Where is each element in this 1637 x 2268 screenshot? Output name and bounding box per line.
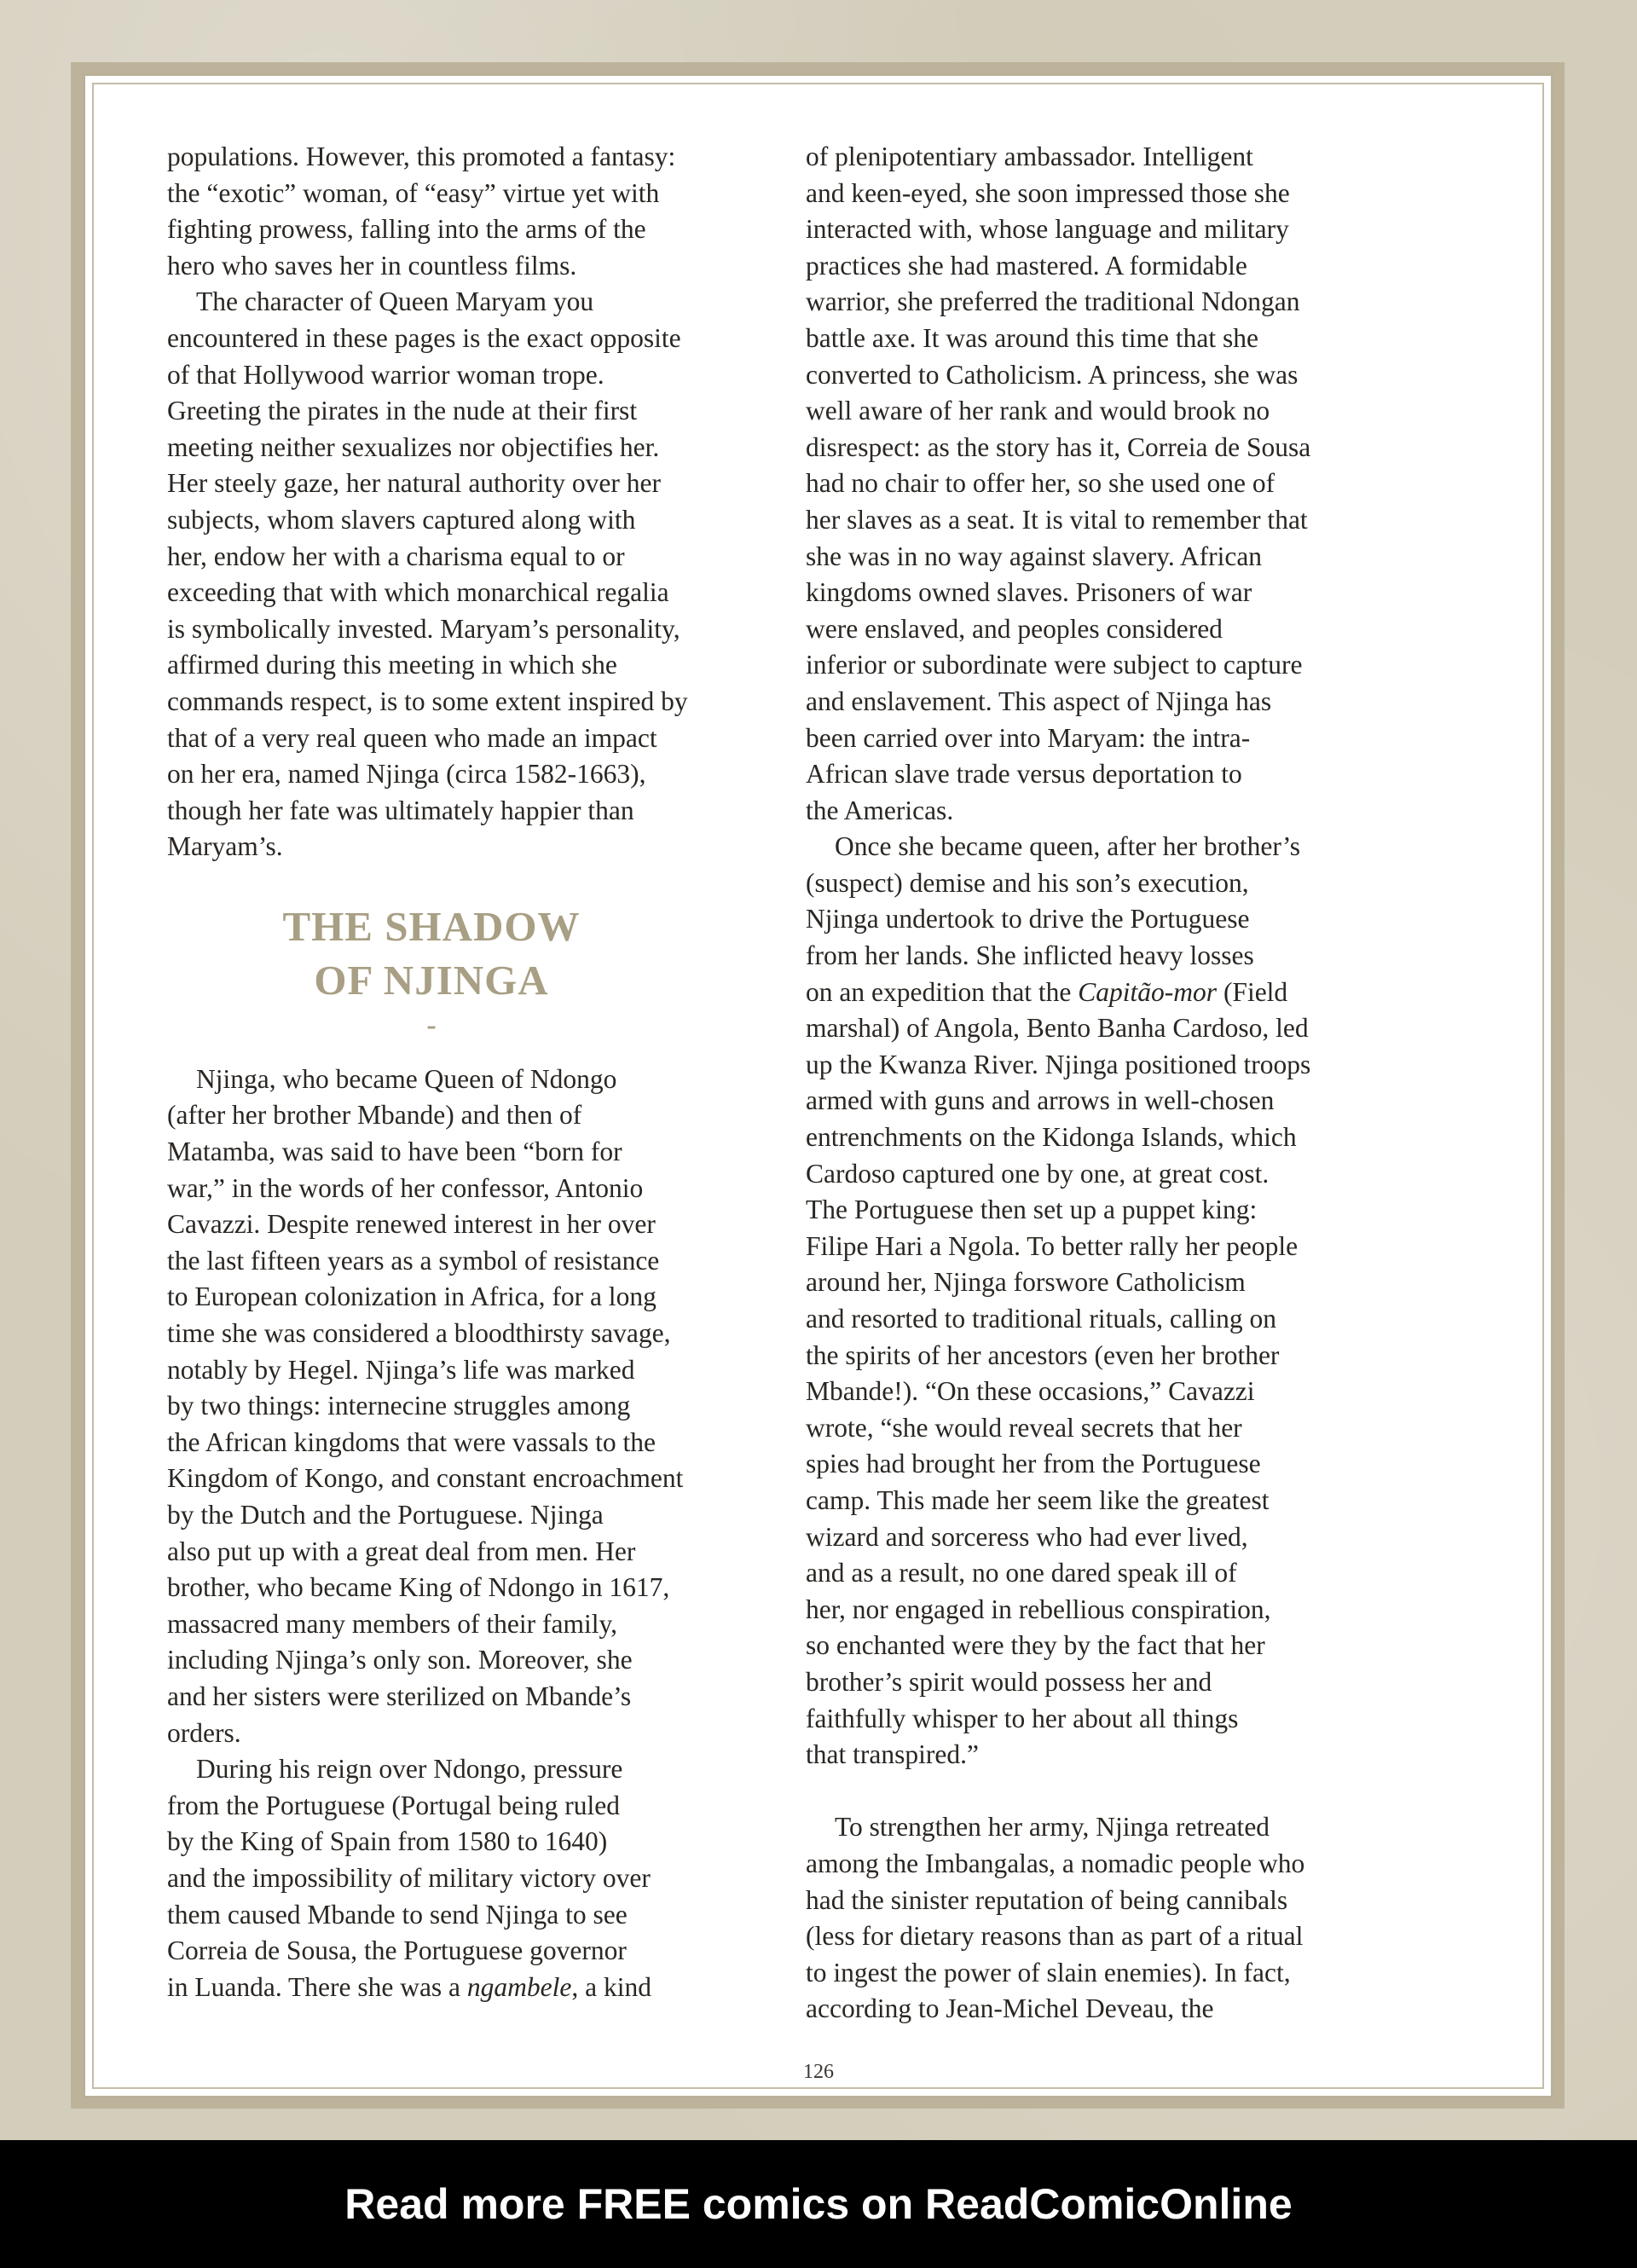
text-line: her, nor engaged in rebellious conspiration, — [806, 1594, 1271, 1624]
text-line: the “exotic” woman, of “easy” virtue yet with — [167, 177, 660, 208]
text-line: Filipe Hari a Ngola. To better rally her people — [806, 1230, 1299, 1261]
section-heading-dash: - — [426, 1009, 437, 1041]
text-line: The character of Queen Maryam you — [196, 286, 594, 317]
left-para-3 — [167, 1062, 815, 1751]
text-line: (suspect) demise and his son’s execution, — [806, 867, 1249, 898]
text-line: had the sinister reputation of being cannibals — [806, 1884, 1288, 1915]
text-line: massacred many members of their family, — [167, 1608, 618, 1639]
text-line: The Portuguese then set up a puppet king: — [806, 1195, 1258, 1225]
text-line: and her sisters were sterilized on Mbande’s — [167, 1681, 632, 1711]
text-line: encountered in these pages is the exact opposite — [167, 322, 681, 353]
text-line: battle axe. It was around this time that she — [806, 322, 1258, 353]
text-line: were enslaved, and peoples considered — [806, 613, 1223, 644]
text-line: also put up with a great deal from men. Her — [167, 1536, 636, 1566]
text-line: time she was considered a bloodthirsty savage, — [167, 1318, 671, 1349]
text-line: of plenipotentiary ambassador. Intelligent — [806, 142, 1253, 171]
text-line: Once she became queen, after her brother’s — [835, 831, 1301, 862]
text-line: up the Kwanza River. Njinga positioned troops — [806, 1049, 1311, 1079]
text-line: Njinga undertook to drive the Portuguese — [806, 904, 1250, 934]
text-line: (after her brother Mbande) and then of — [167, 1100, 582, 1131]
section-heading-line-1: THE SHADOW — [282, 902, 581, 950]
text-line: orders. — [167, 1717, 241, 1748]
text-line: her, endow her with a charisma equal to or — [167, 541, 625, 571]
text-line: and the impossibility of military victory over — [167, 1862, 651, 1893]
text-line: the spirits of her ancestors (even her brother — [806, 1339, 1280, 1370]
text-line: fighting prowess, falling into the arms of the — [167, 214, 646, 245]
text-line: that of a very real queen who made an impact — [167, 722, 657, 753]
right-para-2a — [806, 829, 1454, 974]
text-line: kingdoms owned slaves. Prisoners of war — [806, 577, 1252, 608]
text-line: from the Portuguese (Portugal being ruled — [167, 1790, 621, 1820]
text-run: in Luanda. There she was a — [167, 1971, 467, 2002]
text-line: by two things: internecine struggles among — [167, 1391, 631, 1421]
text-line: she was in no way against slavery. African — [806, 541, 1263, 571]
right-para-1 — [806, 139, 1454, 829]
text-line: the last fifteen years as a symbol of resistance — [167, 1245, 660, 1276]
text-line: to ingest the power of slain enemies). In fact, — [806, 1957, 1291, 1987]
right-column — [806, 139, 1454, 2028]
text-line: Maryam’s. — [167, 831, 283, 862]
text-line: Correia de Sousa, the Portuguese governor — [167, 1935, 627, 1966]
text-line: the African kingdoms that were vassals to the — [167, 1426, 656, 1457]
text-line: practices she had mastered. A formidable — [806, 250, 1247, 281]
text-line: the Americas. — [806, 795, 954, 825]
text-line: Greeting the pirates in the nude at their first — [167, 396, 638, 426]
text-run: on an expedition that the — [806, 976, 1079, 1007]
text-line: armed with guns and arrows in well-chosen — [806, 1085, 1275, 1116]
left-para-4 — [167, 1751, 815, 1970]
text-line: them caused Mbande to send Njinga to see — [167, 1899, 628, 1930]
text-line: on her era, named Njinga (circa 1582-1663), — [167, 759, 646, 790]
left-para-4-last-line — [167, 1970, 815, 2006]
text-line: camp. This made her seem like the greatest — [806, 1484, 1270, 1515]
text-line: populations. However, this promoted a fantasy: — [167, 142, 676, 171]
right-para-3 — [806, 1809, 1454, 2028]
text-line: Cavazzi. Despite renewed interest in her over — [167, 1209, 656, 1240]
text-line: hero who saves her in countless films. — [167, 250, 577, 281]
left-para-2 — [167, 284, 815, 865]
text-line: so enchanted were they by the fact that her — [806, 1630, 1265, 1661]
text-line: brother, who became King of Ndongo in 1617, — [167, 1572, 670, 1603]
text-line: and enslavement. This aspect of Njinga has — [806, 686, 1272, 716]
text-line: war,” in the words of her confessor, Antonio — [167, 1172, 644, 1203]
text-line: meeting neither sexualizes nor objectifies her. — [167, 431, 660, 462]
text-line: Njinga, who became Queen of Ndongo — [196, 1063, 617, 1094]
text-line: to European colonization in Africa, for a long — [167, 1282, 657, 1312]
right-para-2b — [806, 1010, 1454, 1773]
text-line: (less for dietary reasons than as part of a ritual — [806, 1921, 1304, 1952]
italic-term: ngambele — [466, 1971, 572, 2002]
text-line: is symbolically invested. Maryam’s personality, — [167, 613, 680, 644]
text-line: by the Dutch and the Portuguese. Njinga — [167, 1500, 604, 1530]
text-line: affirmed during this meeting in which she — [167, 650, 617, 680]
text-line: according to Jean-Michel Deveau, the — [806, 1993, 1214, 2024]
text-line: by the King of Spain from 1580 to 1640) — [167, 1826, 608, 1857]
text-run: , a kind — [571, 1971, 651, 2002]
text-line: Cardoso captured one by one, at great cost. — [806, 1158, 1270, 1189]
text-line: including Njinga’s only son. Moreover, she — [167, 1645, 633, 1675]
text-line: Matamba, was said to have been “born for — [167, 1137, 622, 1167]
text-line: from her lands. She inflicted heavy losses — [806, 940, 1254, 971]
left-para-1 — [167, 139, 815, 284]
text-line: that transpired.” — [806, 1739, 979, 1770]
text-line: entrenchments on the Kidonga Islands, which — [806, 1122, 1297, 1153]
promo-banner[interactable]: Read more FREE comics on ReadComicOnline — [0, 2140, 1637, 2268]
text-line: among the Imbangalas, a nomadic people who — [806, 1848, 1305, 1878]
text-line: though her fate was ultimately happier than — [167, 795, 634, 825]
text-line: exceeding that with which monarchical regalia — [167, 577, 669, 608]
page-number: 126 — [803, 2061, 834, 2083]
text-line: her slaves as a seat. It is vital to remember that — [806, 504, 1308, 535]
italic-term: Capitão-mor — [1078, 976, 1218, 1007]
text-line: converted to Catholicism. A princess, she was — [806, 359, 1299, 390]
text-line: interacted with, whose language and military — [806, 214, 1289, 245]
text-line: notably by Hegel. Njinga’s life was marked — [167, 1354, 635, 1385]
text-line: faithfully whisper to her about all things — [806, 1703, 1239, 1733]
text-line: and as a result, no one dared speak ill of — [806, 1558, 1237, 1588]
text-line: of that Hollywood warrior woman trope. — [167, 359, 604, 390]
text-line: inferior or subordinate were subject to capture — [806, 650, 1303, 680]
text-line: Mbande!). “On these occasions,” Cavazzi — [806, 1376, 1255, 1407]
text-line: Her steely gaze, her natural authority over her — [167, 468, 661, 499]
text-line: and resorted to traditional rituals, calling on — [806, 1304, 1276, 1334]
text-line: During his reign over Ndongo, pressure — [196, 1754, 623, 1785]
paragraph-gap — [806, 1773, 1454, 1810]
text-line: wizard and sorceress who had ever lived, — [806, 1521, 1248, 1552]
text-run: (Field — [1217, 976, 1288, 1007]
text-line: wrote, “she would reveal secrets that her — [806, 1412, 1242, 1443]
text-line: spies had brought her from the Portuguese — [806, 1449, 1261, 1479]
text-line: been carried over into Maryam: the intra- — [806, 722, 1251, 753]
text-line: commands respect, is to some extent inspired by — [167, 686, 688, 716]
text-line: disrespect: as the story has it, Correia de Sousa — [806, 431, 1311, 462]
section-heading-line-2: OF NJINGA — [314, 956, 549, 1004]
text-line: brother’s spirit would possess her and — [806, 1666, 1212, 1697]
text-line: warrior, she preferred the traditional Ndongan — [806, 286, 1300, 317]
text-line: and keen-eyed, she soon impressed those she — [806, 177, 1290, 208]
text-line: African slave trade versus deportation to — [806, 759, 1242, 790]
text-line: around her, Njinga forswore Catholicism — [806, 1267, 1246, 1298]
text-line: had no chair to offer her, so she used one of — [806, 468, 1275, 499]
text-line: To strengthen her army, Njinga retreated — [835, 1812, 1270, 1843]
text-line: marshal) of Angola, Bento Banha Cardoso, led — [806, 1013, 1309, 1044]
left-column — [167, 139, 815, 2005]
text-line: Kingdom of Kongo, and constant encroachment — [167, 1463, 684, 1494]
right-para-2-italic-line — [806, 975, 1454, 1011]
text-line: well aware of her rank and would brook no — [806, 396, 1270, 426]
section-heading — [167, 900, 696, 1007]
text-line: subjects, whom slavers captured along with — [167, 504, 636, 535]
